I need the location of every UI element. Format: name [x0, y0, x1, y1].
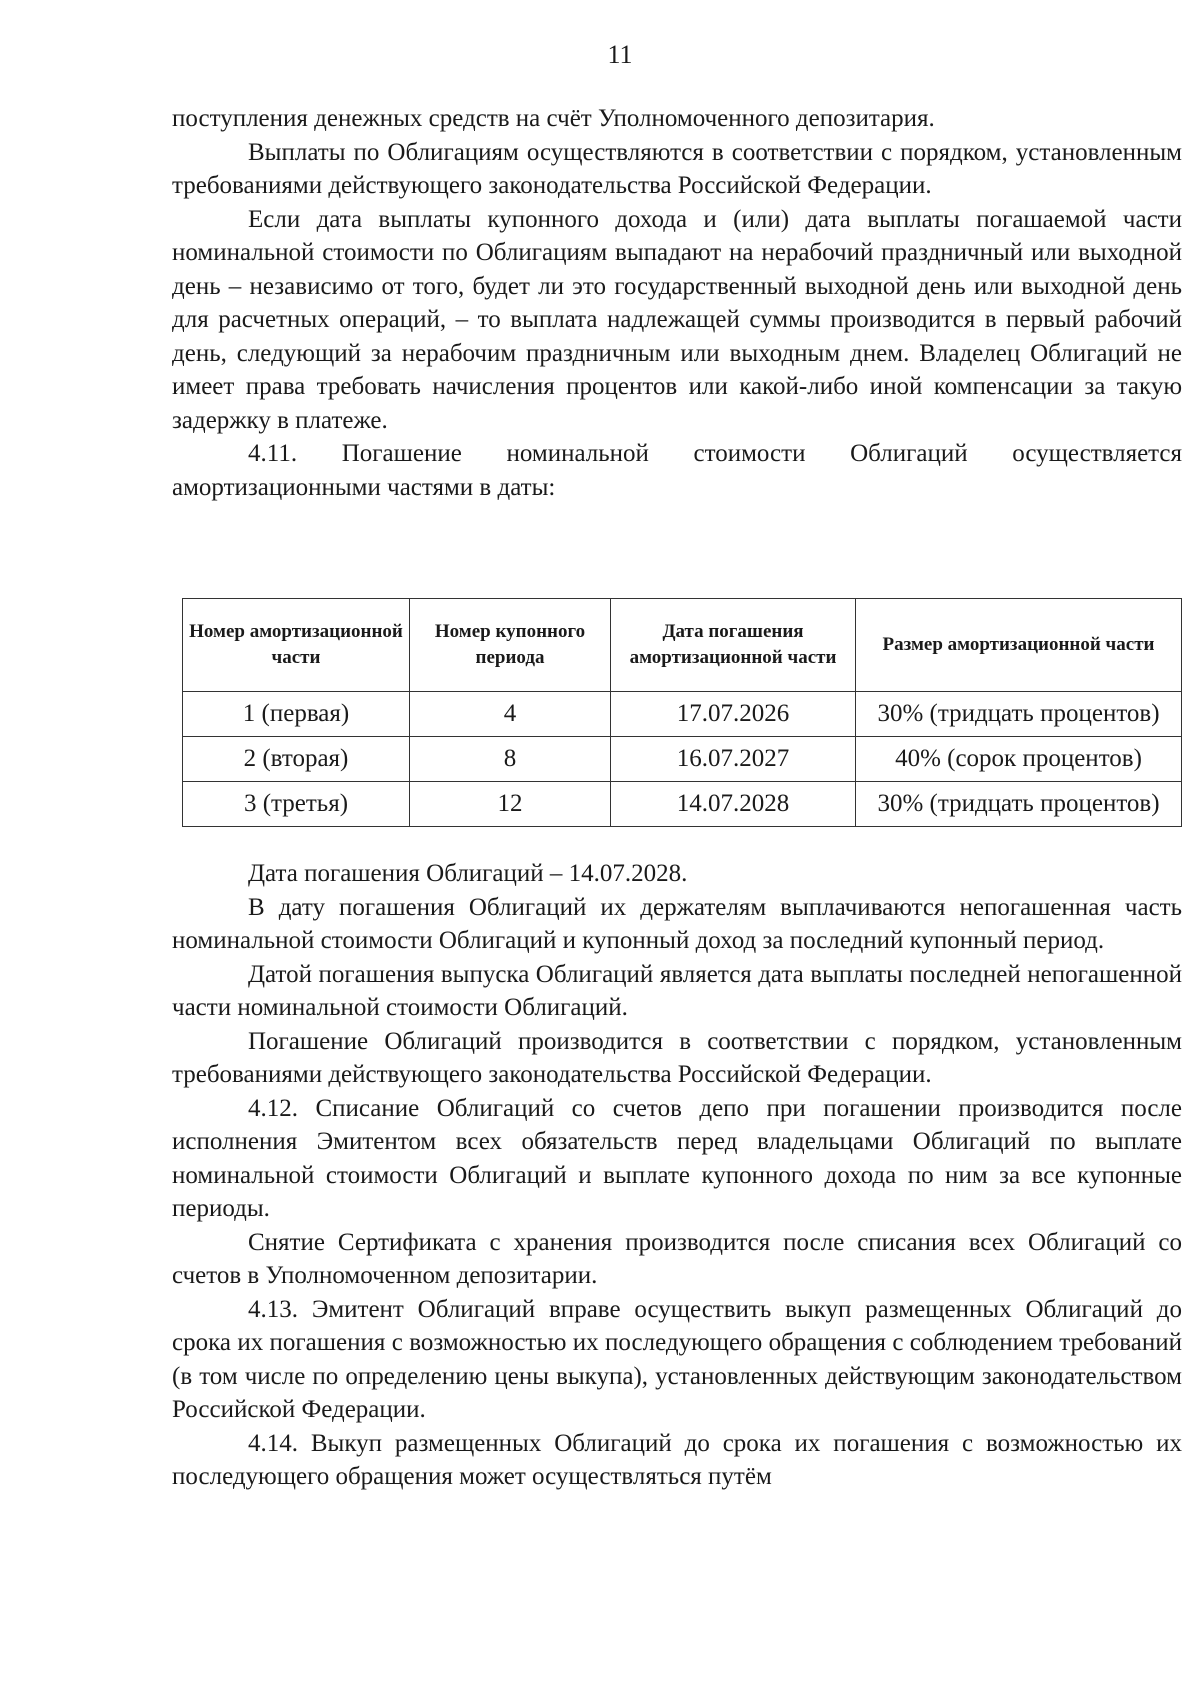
paragraph: поступления денежных средств на счёт Уполномоченного депозитария.	[172, 105, 935, 132]
table-cell: 14.07.2028	[611, 782, 856, 827]
table-row	[183, 782, 1182, 827]
document-body-bottom	[172, 857, 1182, 1494]
paragraph: В дату погашения Облигаций их держателям выплачиваются непогашенная часть номинальной стоимости Облигаций и купонный доход за последний купонный период.	[172, 893, 1182, 954]
table-cell: 40% (сорок процентов)	[856, 737, 1182, 782]
column-header: Номер купонного периода	[410, 599, 611, 692]
table-cell: 12	[410, 782, 611, 827]
column-header: Размер амортизационной части	[856, 599, 1182, 692]
table-cell: 1 (первая)	[183, 692, 410, 737]
table-cell: 8	[410, 737, 611, 782]
paragraph: Погашение Облигаций производится в соответствии с порядком, установленным требованиями действующего законодательства Российской Федерации.	[172, 1027, 1182, 1088]
table-cell: 16.07.2027	[611, 737, 856, 782]
paragraph-maturity-date: Дата погашения Облигаций – 14.07.2028.	[248, 860, 688, 887]
column-header: Дата погашения амортизационной части	[611, 599, 856, 692]
paragraph-section-4-12: 4.12. Списание Облигаций со счетов депо при погашении производится после исполнения Эмитентом всех обязательств перед владельцами Облигаций по выплате номинальной стоимости Облигаций и выплате купонного дохода по ним за все купонные периоды.	[172, 1094, 1182, 1222]
table-cell: 30% (тридцать процентов)	[856, 692, 1182, 737]
paragraph: Если дата выплаты купонного дохода и (или) дата выплаты погашаемой части номинальной стоимости по Облигациям выпадают на нерабочий праздничный или выходной день – независимо от того, будет ли это государственный выходной день или выходной день для расчетных операций, – то выплата надлежащей суммы производится в первый рабочий день, следующий за нерабочим праздничным или выходным днем. Владелец Облигаций не имеет права требовать начисления процентов или какой-либо иной компенсации за такую задержку в платеже.	[172, 205, 1182, 434]
paragraph-section-4-14: 4.14. Выкуп размещенных Облигаций до срока их погашения с возможностью их последующего обращения может осуществляться путём	[172, 1429, 1182, 1490]
paragraph-section-4-11: 4.11. Погашение номинальной стоимости Облигаций осуществляется амортизационными частями в даты:	[172, 440, 1182, 501]
paragraph: Снятие Сертификата с хранения производится после списания всех Облигаций со счетов в Уполномоченном депозитарии.	[172, 1228, 1182, 1289]
table-row	[183, 737, 1182, 782]
table-cell: 4	[410, 692, 611, 737]
document-body-top	[172, 102, 1182, 504]
paragraph: Датой погашения выпуска Облигаций является дата выплаты последней непогашенной части номинальной стоимости Облигаций.	[172, 960, 1182, 1021]
column-header: Номер амортизационной части	[183, 599, 410, 692]
paragraph: Выплаты по Облигациям осуществляются в соответствии с порядком, установленным требованиями действующего законодательства Российской Федерации.	[172, 138, 1182, 199]
table-header-row	[183, 599, 1182, 692]
table-row	[183, 692, 1182, 737]
page-number: 11	[607, 40, 633, 69]
table-cell: 17.07.2026	[611, 692, 856, 737]
table-cell: 3 (третья)	[183, 782, 410, 827]
amortization-table-wrapper	[182, 598, 1182, 827]
table-cell: 30% (тридцать процентов)	[856, 782, 1182, 827]
paragraph-section-4-13: 4.13. Эмитент Облигаций вправе осуществить выкуп размещенных Облигаций до срока их погашения с возможностью их последующего обращения с соблюдением требований (в том числе по определению цены выкупа), установленных действующим законодательством Российской Федерации.	[172, 1295, 1182, 1423]
amortization-table	[182, 598, 1182, 827]
table-cell: 2 (вторая)	[183, 737, 410, 782]
